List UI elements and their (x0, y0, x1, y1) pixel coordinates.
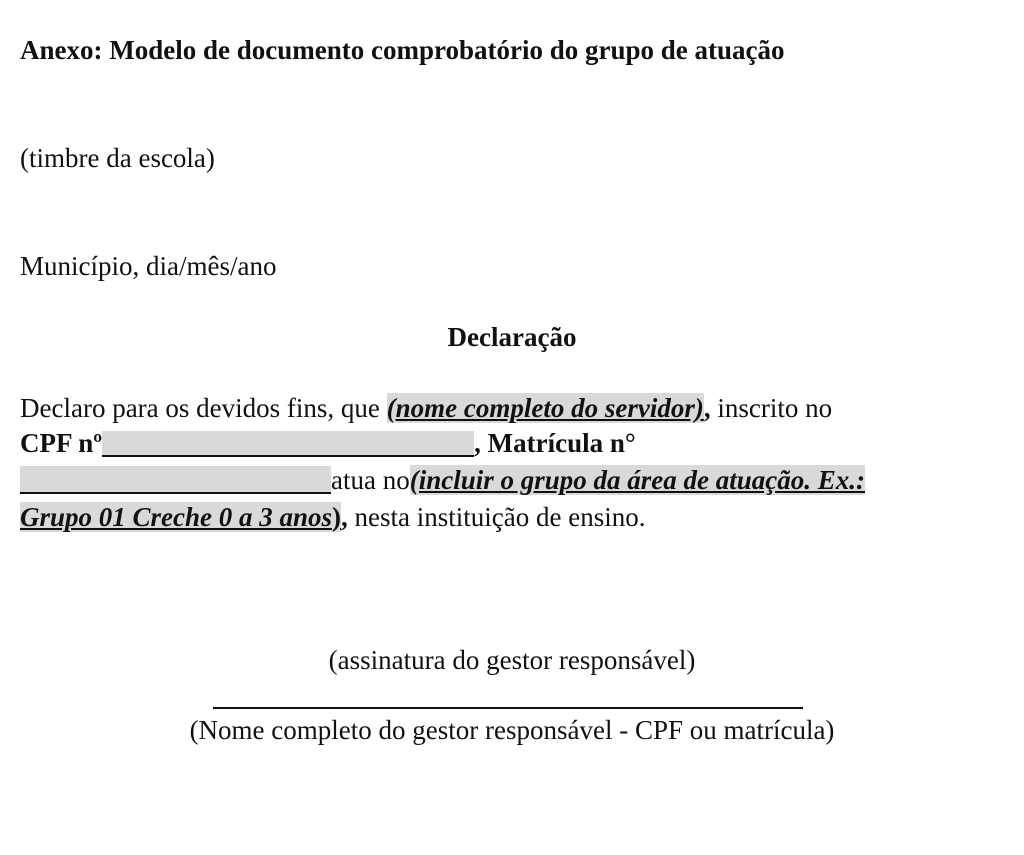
annex-heading: Anexo: Modelo de documento comprobatório do grupo de atuação (20, 35, 785, 65)
letterhead-placeholder: (timbre da escola) (20, 143, 215, 173)
matricula-label: , Matrícula n° (474, 428, 636, 458)
manager-name-label: (Nome completo do gestor responsável - CPF ou matrícula) (189, 715, 835, 745)
comma-separator: , (703, 393, 711, 423)
body-line-2 (20, 430, 636, 457)
cpf-label: CPF nº (20, 428, 103, 458)
group-close-paren: ) (332, 502, 342, 532)
body-line-1 (20, 395, 832, 422)
body-line-3 (20, 466, 865, 494)
group-field-part-1[interactable]: (incluir o grupo da área de atuação. Ex.: (409, 465, 866, 495)
group-field-part-2[interactable] (20, 502, 341, 532)
body-intro-text: Declaro para os devidos fins, que (20, 393, 387, 423)
group-example-text: Grupo 01 Creche 0 a 3 anos (20, 502, 333, 532)
comma-separator-2: , (341, 502, 348, 532)
place-date-line: Município, dia/mês/ano (20, 251, 277, 281)
declaration-title: Declaração (447, 322, 577, 352)
matricula-blank-field[interactable] (20, 466, 331, 494)
employee-name-field[interactable]: (nome completo do servidor) (386, 393, 704, 423)
institution-text: nesta instituição de ensino. (347, 502, 646, 532)
registered-text: inscrito no (710, 393, 833, 423)
signature-label: (assinatura do gestor responsável) (328, 645, 696, 675)
signature-line[interactable] (213, 707, 803, 709)
cpf-blank-field[interactable] (102, 431, 474, 457)
body-line-4 (20, 504, 645, 531)
works-in-text: atua no (331, 465, 410, 495)
